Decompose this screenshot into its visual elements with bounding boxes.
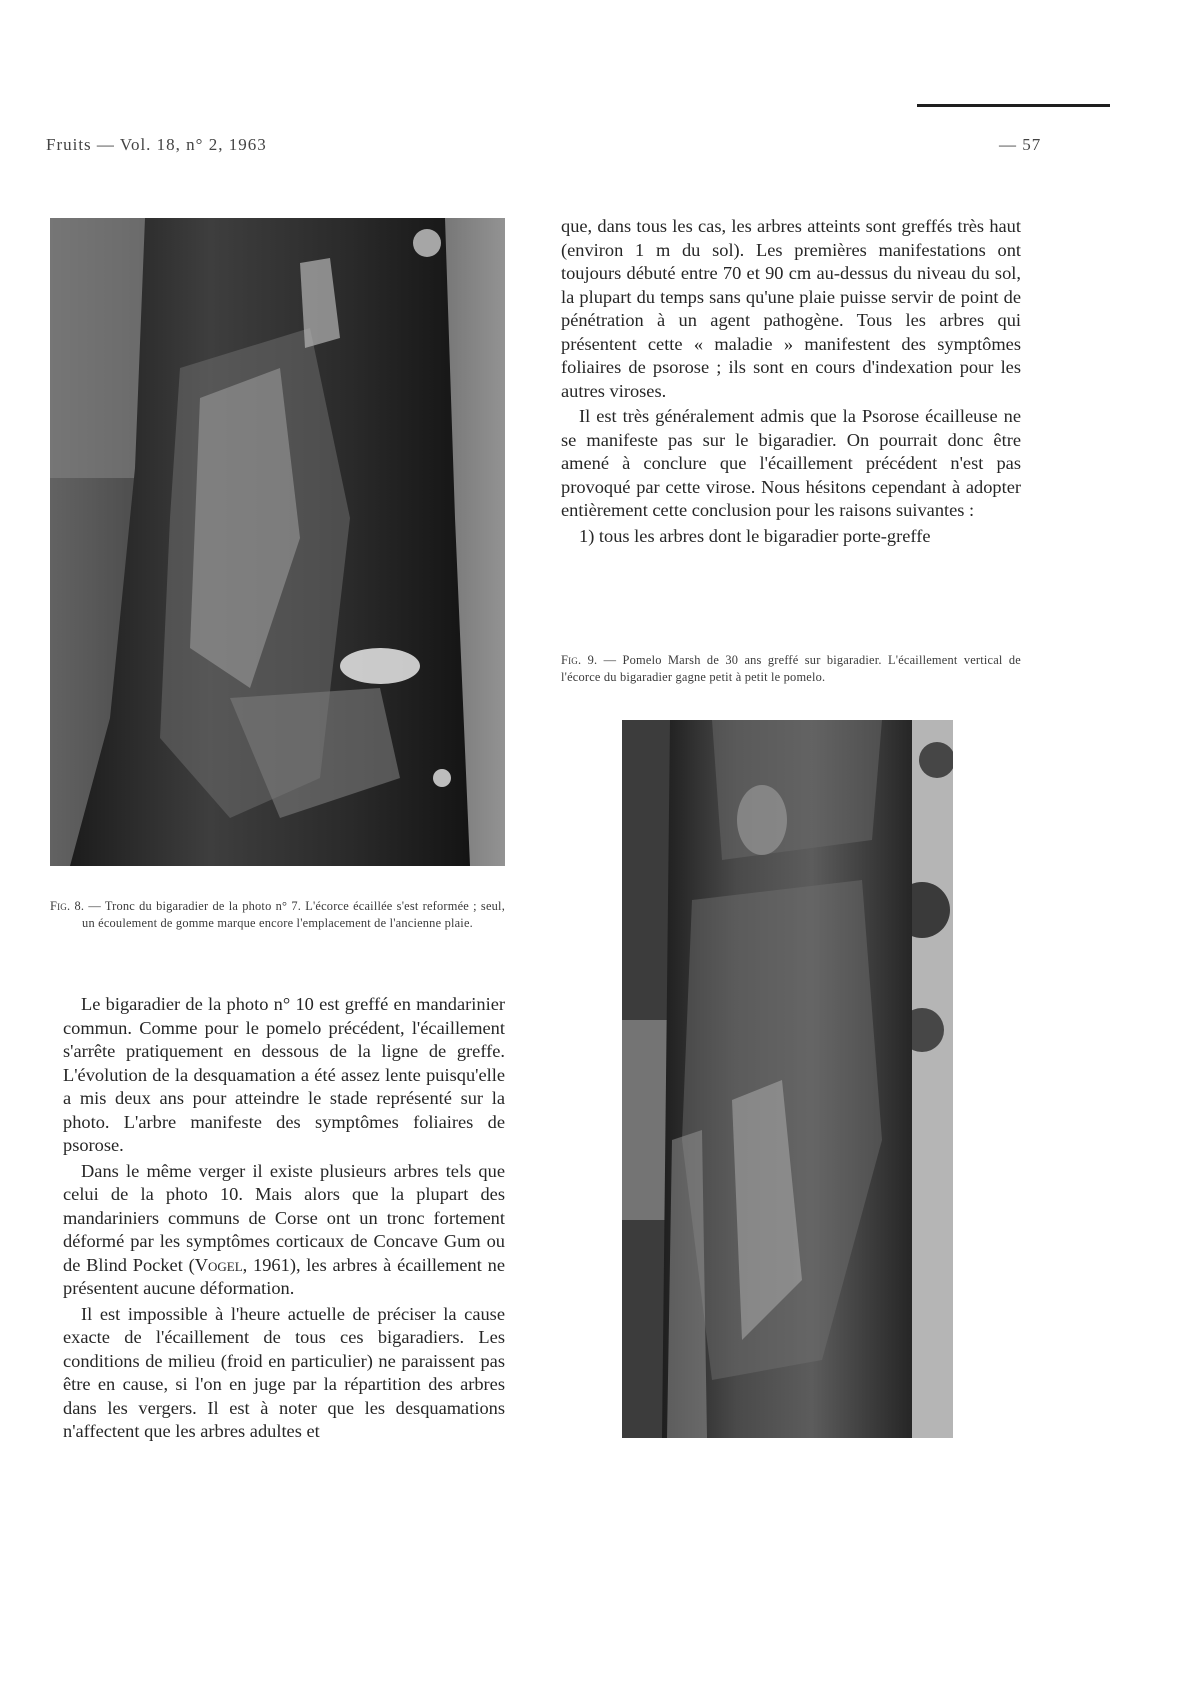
left-paragraph-2 <box>63 1160 505 1301</box>
figure-8-label: Fig. 8. <box>50 899 85 913</box>
left-paragraph-2-text: Dans le même verger il existe plusieurs arbres tels que celui de la photo 10. Mais alors que la plupart des mandariniers communs de Corse ont un tronc fortement déformé par les symptômes corticaux de Concave Gum ou de Blind Pocket ( <box>63 1160 505 1275</box>
citation-author: Vogel <box>194 1254 243 1275</box>
page-number: — 57 <box>999 135 1042 154</box>
left-paragraph-3: Il est impossible à l'heure actuelle de préciser la cause exacte de l'écaillement de tous ces bigaradiers. Les conditions de milieu (froid en particulier) ne paraissent pas être en cause, si l'on en juge par la répartition des arbres dans les vergers. Il est à noter que les desquamations n'affectent que les arbres adultes et <box>63 1303 505 1441</box>
left-paragraph-1: Le bigaradier de la photo n° 10 est greffé en mandarinier commun. Comme pour le pomelo précédent, l'écaillement s'arrête pratiquement en dessous de la ligne de greffe. L'évolution de la desquamation a été assez lente puisqu'elle a mis deux ans pour atteindre le stade représenté sur la photo. L'arbre manifeste des symptômes foliaires de psorose. <box>63 994 505 1155</box>
header-rule <box>917 104 1110 107</box>
figure-8-caption <box>50 898 505 932</box>
right-paragraph-3: 1) tous les arbres dont le bigaradier porte-greffe <box>579 525 931 546</box>
right-column <box>561 215 1021 549</box>
figure-9-photo <box>622 720 953 1438</box>
right-paragraph-2: Il est très généralement admis que la Psorose écailleuse ne se manifeste pas sur le bigaradier. On pourrait donc être amené à conclure que l'écaillement précédent n'est pas provoqué par cette virose. Nous hésitons cependant à adopter entièrement cette conclusion pour les raisons suivantes : <box>561 406 1021 520</box>
left-column <box>63 993 505 1445</box>
figure-9-label: Fig. 9. <box>561 653 598 667</box>
figure-9-caption <box>561 652 1021 686</box>
right-paragraph-1: que, dans tous les cas, les arbres atteints sont greffés très haut (environ 1 m du sol). Les premières manifestations ont toujours débuté entre 70 et 90 cm au-dessus du niveau du sol, la plupart du temps sans qu'une plaie puisse servir de point de pénétration à un agent pathogène. Tous les arbres qui présentent cette « maladie » manifestent des symptômes foliaires de psorose ; ils sont en cours d'indexation pour les autres viroses. <box>561 216 1021 401</box>
figure-8-caption-text: — Tronc du bigaradier de la photo n° 7. L'écorce écaillée s'est reformée ; seul, un écoulement de gomme marque encore l'emplacement de l'ancienne plaie. <box>82 899 505 930</box>
figure-8-photo <box>50 218 505 866</box>
citation-rest: , 1961), les arbres à écaillement ne présentent aucune déformation. <box>63 1254 505 1298</box>
figure-9-caption-text: — Pomelo Marsh de 30 ans greffé sur bigaradier. L'écaillement vertical de l'écorce du bigaradier gagne petit à petit le pomelo. <box>561 653 1021 684</box>
journal-header: Fruits — Vol. 18, n° 2, 1963 <box>46 135 267 154</box>
